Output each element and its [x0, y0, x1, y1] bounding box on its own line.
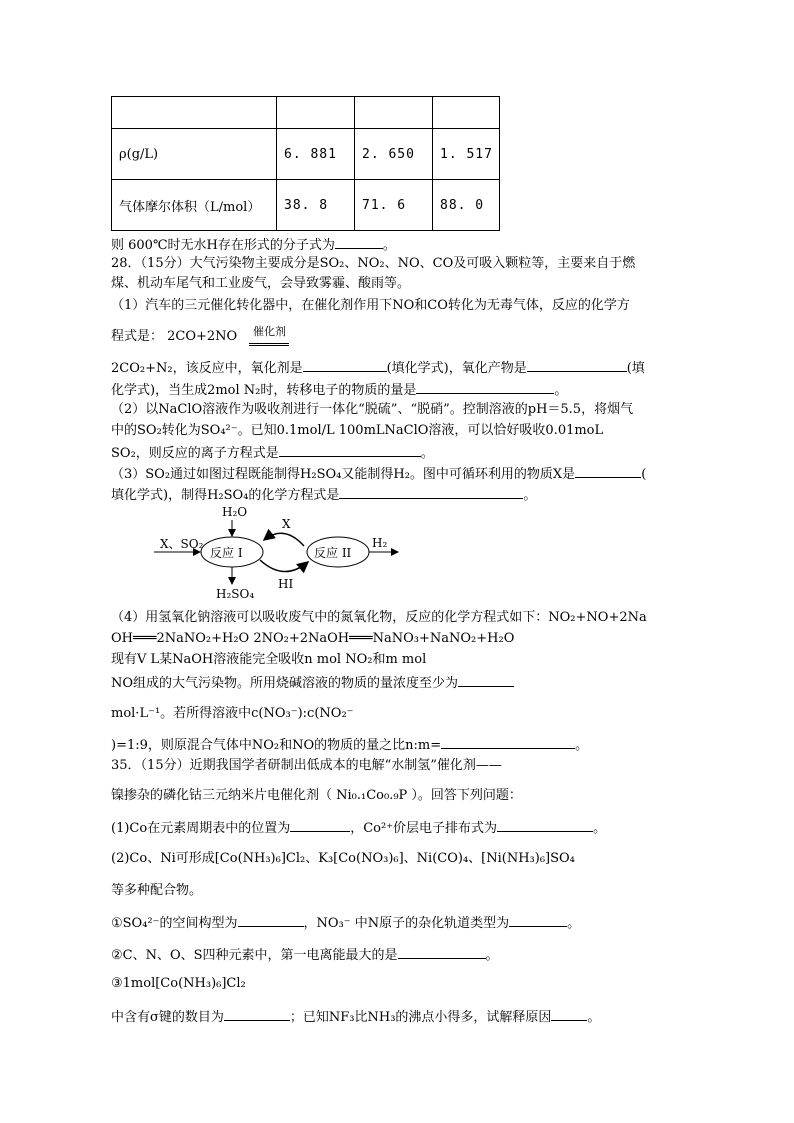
table-row — [112, 180, 500, 231]
question-35-text: 35．（15分）近期我国学者研制出低成本的电解“水制氢”催化剂—— — [111, 758, 502, 773]
answer-blank — [279, 444, 421, 457]
part-4-text: （4）用氢氧化钠溶液可以吸收废气中的氮氧化物，反应的化学方程式如下：NO₂+NO+2Na — [111, 610, 647, 625]
table-row — [112, 97, 500, 129]
reaction-2-label: 反应 II — [314, 546, 352, 560]
table-cell: ρ(g/L) — [112, 129, 277, 180]
table-cell — [433, 97, 500, 129]
part-2-text: 中的SO₂转化为SO₄²⁻。已知0.1mol/L 100mLNaClO溶液，可以恰好吸收0.01moL — [111, 423, 604, 438]
answer-blank — [238, 914, 304, 927]
table-cell: 1. 517 — [433, 129, 500, 180]
h2so4-label: H₂SO₄ — [216, 587, 255, 601]
table-cell — [355, 97, 433, 129]
table-cell: 38. 8 — [277, 180, 355, 231]
table-row — [112, 129, 500, 180]
question-28-text: 28．（15分）大气污染物主要成分是SO₂、NO₂、NO、CO及可吸入颗粒等，主要来自于燃 — [111, 256, 636, 271]
input-label: X、SO₂ — [160, 537, 204, 551]
part-1-equation: 程式是： 2CO+2NO — [111, 329, 238, 344]
equation-arrow — [249, 343, 289, 346]
part-1-line: 2CO₂+N₂，该反应中，氧化剂是 (填化学式)，氧化产物是 (填 — [111, 361, 645, 376]
answer-blank — [303, 359, 387, 372]
hi-label: HI — [278, 577, 294, 591]
question-35-formula: ③1mol[Co(NH₃)₆]Cl₂ — [111, 976, 246, 991]
question-35-line: (1)Co在元素周期表中的位置为 ，Co²⁺价层电子排布式为 。 — [111, 821, 607, 836]
answer-line: 则 600℃时无水H存在形式的分子式为 。 — [111, 238, 396, 253]
table-cell: 2. 650 — [355, 129, 433, 180]
part-4-line: NO组成的大气污染物。所用烧碱溶液的物质的量浓度至少为 — [111, 674, 514, 692]
answer-blank — [458, 674, 514, 687]
table-cell: 88. 0 — [433, 180, 500, 231]
part-2-line: SO₂，则反应的离子方程式是 。 — [111, 446, 434, 461]
answer-blank — [290, 819, 350, 832]
x-recycle-arrow — [264, 533, 304, 546]
answer-blank — [497, 819, 593, 832]
question-35-text: 镍掺杂的磷化钴三元纳米片电催化剂（ Ni₀.₁Co₀.₉P ）。回答下列问题： — [111, 788, 522, 803]
table-cell: 71. 6 — [355, 180, 433, 231]
density-table — [111, 96, 500, 231]
question-35-text: 等多种配合物。 — [111, 883, 203, 898]
table-cell: 6. 881 — [277, 129, 355, 180]
reaction-cycle-diagram — [150, 502, 410, 604]
question-35-line: ②C、N、O、S四种元素中，第一电离能最大的是 。 — [111, 948, 499, 963]
part-1-line: 化学式)，当生成2mol N₂时，转移电子的物质的量是 。 — [111, 383, 568, 398]
h2o-label: H₂O — [222, 505, 248, 519]
part-4-text: mol·L⁻¹。若所得溶液中c(NO₃⁻):c(NO₂⁻ — [111, 706, 354, 721]
x-label: X — [282, 517, 291, 531]
catalyst-label: 催化剂 — [253, 325, 286, 338]
table-cell — [277, 97, 355, 129]
part-3-line: （3）SO₂通过如图过程既能制得H₂SO₄又能制得H₂。图中可循环利用的物质X是 ( — [111, 467, 647, 482]
answer-blank — [441, 736, 575, 749]
answer-blank — [416, 381, 554, 394]
part-2-text: （2）以NaClO溶液作为吸收剂进行一体化“脱硫”、“脱硝”。控制溶液的pH＝5.5，将烟气 — [111, 402, 634, 417]
part-4-line: )=1:9，则原混合气体中NO₂和NO的物质的量之比n:m= 。 — [111, 738, 589, 753]
question-35-line: 中含有σ键的数目为 ；已知NF₃比NH₃的沸点小得多，试解释原因 。 — [111, 1010, 601, 1025]
question-35-complexes: (2)Co、Ni可形成[Co(NH₃)₆]Cl₂、K₃[Co(NO₃)₆]、Ni(CO)₄、[Ni(NH₃)₆]SO₄ — [111, 851, 575, 866]
hi-arrow — [260, 560, 308, 572]
answer-blank — [335, 236, 383, 249]
part-3-line: 填化学式)，制得H₂SO₄的化学方程式是 。 — [111, 488, 537, 503]
reaction-1-label: 反应 I — [210, 546, 243, 560]
table-cell — [112, 97, 277, 129]
part-1-text: （1）汽车的三元催化转化器中，在催化剂作用下NO和CO转化为无毒气体，反应的化学方 — [111, 298, 630, 313]
answer-blank — [509, 914, 567, 927]
answer-blank — [527, 359, 627, 372]
answer-blank — [339, 486, 523, 499]
table-cell: 气体摩尔体积（L/mol） — [112, 180, 277, 231]
part-4-text: 现有V L某NaOH溶液能完全吸收n mol NO₂和m mol — [111, 652, 427, 667]
h2-label: H₂ — [372, 536, 388, 550]
answer-blank — [551, 1008, 587, 1021]
answer-blank — [398, 946, 486, 959]
answer-blank — [224, 1008, 290, 1021]
question-28-text: 煤、机动车尾气和工业废气，会导致雾霾、酸雨等。 — [111, 276, 411, 291]
question-35-line: ①SO₄²⁻的空间构型为 ，NO₃⁻ 中N原子的杂化轨道类型为 。 — [111, 916, 581, 931]
answer-blank — [575, 465, 641, 478]
part-4-equation: OH═══2NaNO₂+H₂O 2NO₂+2NaOH═══NaNO₃+NaNO₂+H₂O — [111, 631, 515, 646]
